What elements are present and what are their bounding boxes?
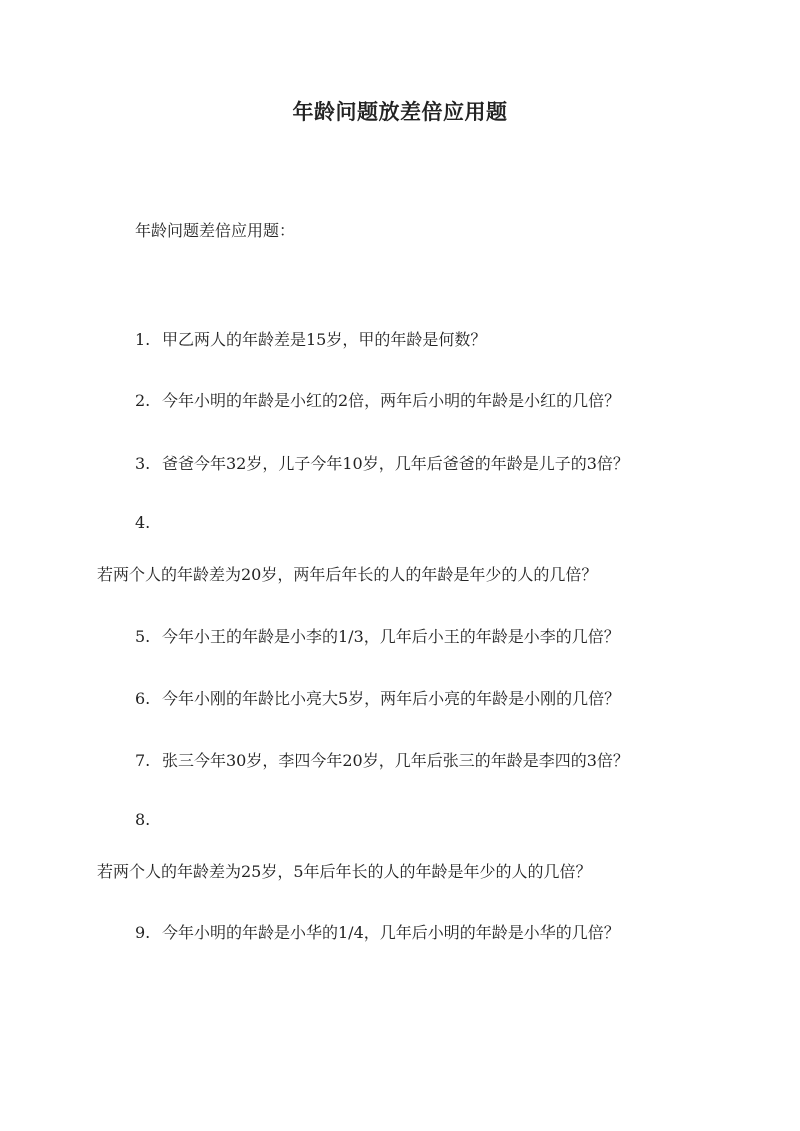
question-7 (135, 748, 629, 771)
question-text: 张三今年30岁，李四今年20岁，几年后张三的年龄是李四的3倍？ (162, 751, 629, 770)
question-text: 今年小明的年龄是小华的1/4，几年后小明的年龄是小华的几倍？ (162, 923, 620, 942)
question-5 (135, 624, 620, 647)
question-number: 5. (135, 627, 151, 646)
question-number: 9. (135, 923, 151, 942)
question-text: 爸爸今年32岁，儿子今年10岁，几年后爸爸的年龄是儿子的3倍？ (162, 454, 629, 473)
question-number: 7. (135, 751, 151, 770)
page-title: 年龄问题放差倍应用题 (292, 99, 508, 124)
question-3 (135, 451, 629, 474)
question-text: 今年小刚的年龄比小亮大5岁，两年后小亮的年龄是小刚的几倍？ (162, 689, 621, 708)
question-9 (135, 920, 620, 943)
question-4-text: 若两个人的年龄差为20岁，两年后年长的人的年龄是年少的人的几倍？ (97, 565, 598, 584)
question-4-number: 4. (135, 513, 151, 532)
question-8-text: 若两个人的年龄差为25岁，5年后年长的人的年龄是年少的人的几倍？ (97, 862, 592, 881)
intro-heading: 年龄问题差倍应用题： (135, 221, 296, 240)
question-6 (135, 686, 620, 709)
question-text: 今年小王的年龄是小李的1/3，几年后小王的年龄是小李的几倍？ (162, 627, 620, 646)
question-text: 今年小明的年龄是小红的2倍，两年后小明的年龄是小红的几倍？ (162, 391, 621, 410)
question-8-number: 8. (135, 810, 151, 829)
question-text: 甲乙两人的年龄差是15岁，甲的年龄是何数？ (162, 330, 487, 349)
question-number: 6. (135, 689, 151, 708)
question-number: 2. (135, 391, 151, 410)
question-number: 3. (135, 454, 151, 473)
question-2 (135, 388, 620, 411)
question-1 (135, 327, 486, 350)
question-number: 1. (135, 330, 151, 349)
